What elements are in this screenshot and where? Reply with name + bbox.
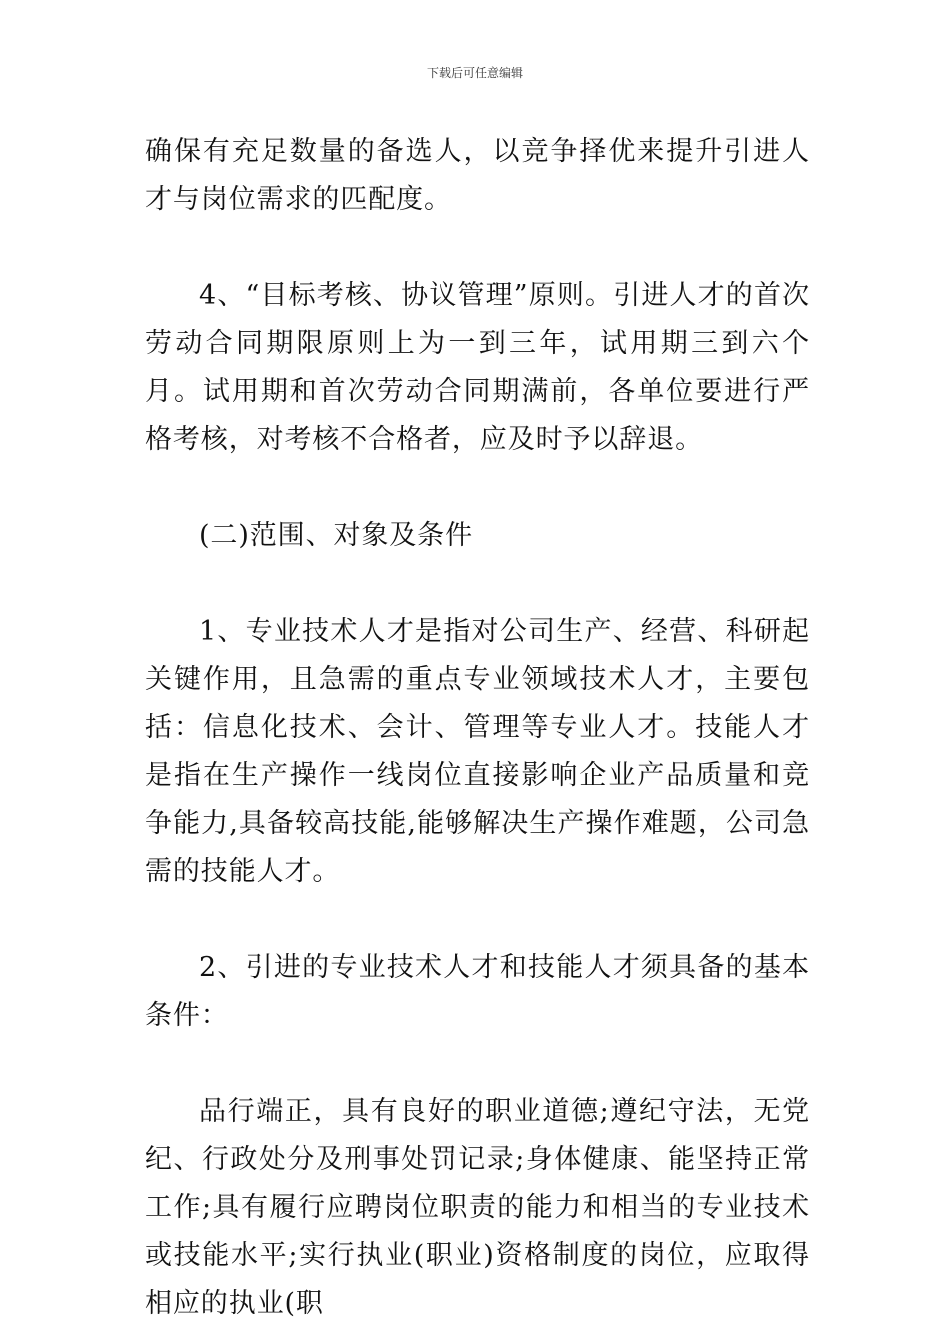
paragraph-spacer (145, 1040, 810, 1088)
paragraph-spacer (145, 464, 810, 512)
page-header: 下载后可任意编辑 (426, 66, 523, 80)
document-body (145, 128, 810, 1328)
paragraph-conditions: 品行端正，具有良好的职业道德;遵纪守法，无党纪、行政处分及刑事处罚记录;身体健康、能坚持正常工作;具有履行应聘岗位职责的能力和相当的专业技术或技能水平;实行执业(职业)资格制度的岗位，应取得相应的执业(职 (145, 1096, 810, 1319)
paragraph-spacer (145, 224, 810, 272)
paragraph-spacer (145, 560, 810, 608)
paragraph-continuation: 确保有充足数量的备选人，以竞争择优来提升引进人才与岗位需求的匹配度。 (145, 136, 810, 215)
paragraph-principle-4: 4、“目标考核、协议管理”原则。引进人才的首次劳动合同期限原则上为一到三年，试用期三到六个月。试用期和首次劳动合同期满前，各单位要进行严格考核，对考核不合格者，应及时予以辞退。 (145, 280, 810, 455)
paragraph-item-2: 2、引进的专业技术人才和技能人才须具备的基本条件： (145, 952, 810, 1031)
paragraph-item-1: 1、专业技术人才是指对公司生产、经营、科研起关键作用，且急需的重点专业领域技术人才，主要包括：信息化技术、会计、管理等专业人才。技能人才是指在生产操作一线岗位直接影响企业产品质量和竞争能力,具备较高技能,能够解决生产操作难题，公司急需的技能人才。 (145, 616, 810, 887)
section-heading-scope: (二)范围、对象及条件 (199, 520, 473, 551)
paragraph-spacer (145, 896, 810, 944)
